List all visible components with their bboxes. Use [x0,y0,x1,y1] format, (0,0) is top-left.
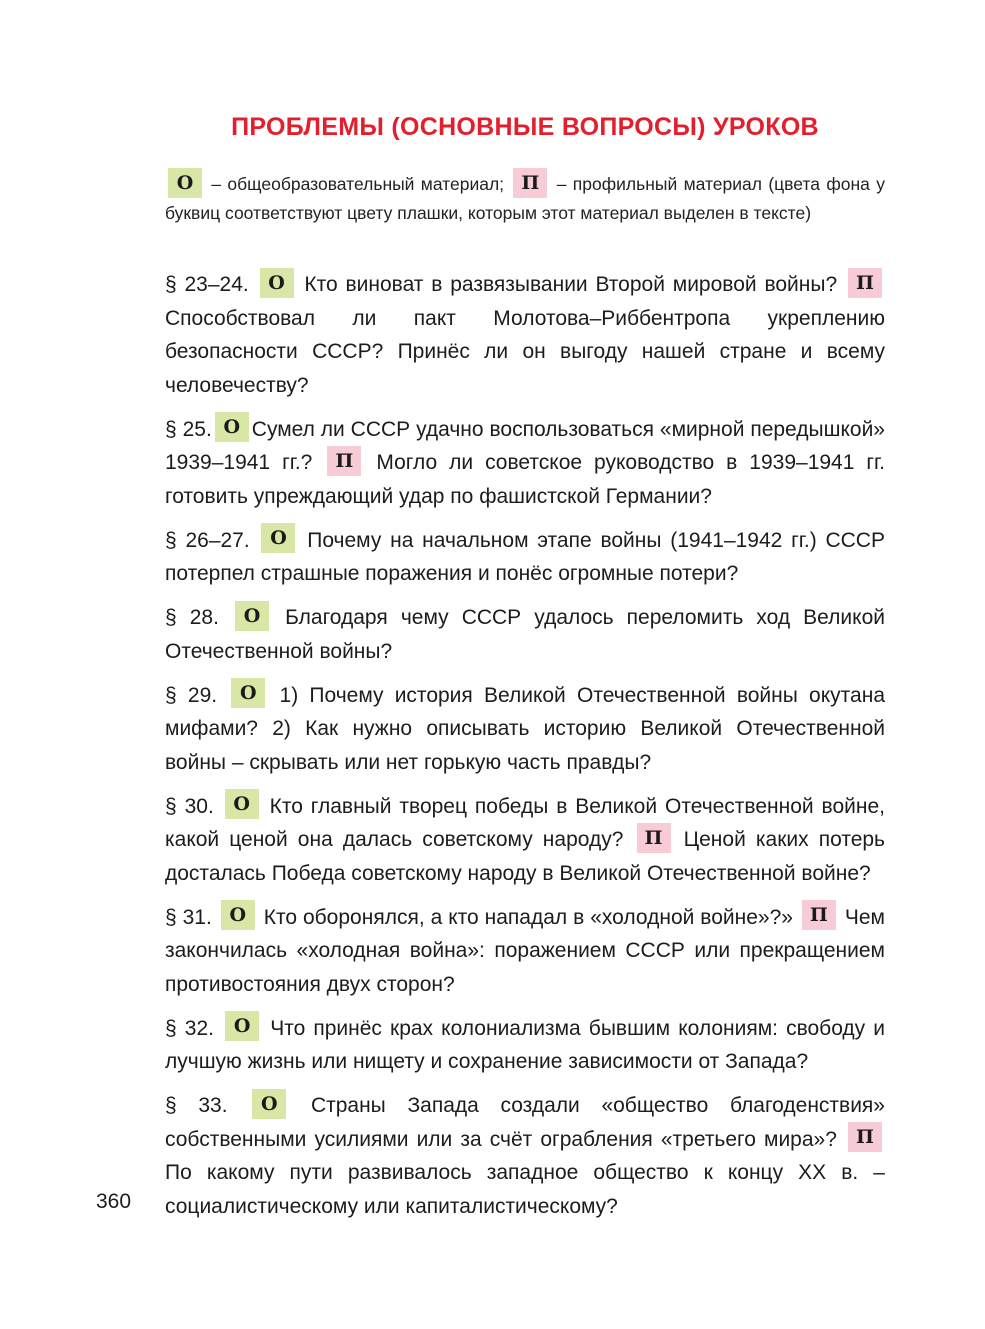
badge-p-icon: П [848,1122,882,1152]
page-number: 360 [96,1190,132,1213]
badge-o-icon: О [235,601,269,631]
badge-o-icon: О [215,412,249,442]
question-general: Кто виноват в развязывании Второй мировой войны? [304,273,838,296]
legend-p-text: – профильный материал (цвета фона у буквиц соответствуют цвету плашки, которым этот материал выделен в тексте) [165,174,885,223]
badge-p-icon: П [513,168,547,198]
section-ref: § 33. [165,1094,228,1117]
badge-p-icon: П [637,823,671,853]
section-28 [165,601,885,668]
legend [165,170,885,228]
question-profile: По какому пути развивалось западное общество к концу XX в. – социалистическому или капиталистическому? [165,1161,885,1218]
badge-p-icon: П [802,900,836,930]
section-ref: § 31. [165,905,212,929]
question-general: Что принёс крах колониализма бывшим колониям: свободу и лучшую жизнь или нищету и сохранение зависимости от Запада? [165,1016,886,1073]
section-31 [165,901,885,1002]
badge-o-icon: О [225,789,259,819]
question-general: Кто главный творец победы в Великой Отечественной войне, какой ценой она далась советскому народу? [165,794,885,851]
question-general: Кто оборонялся, а кто нападал в «холодной войне»?» [263,905,793,929]
question-profile: Ценой каких потерь досталась Победа советскому народу в Великой Отечественной войне? [165,828,885,885]
section-30 [165,790,885,891]
section-33 [165,1089,885,1223]
question-profile: Способствовал ли пакт Молотова–Риббентропа укреплению безопасности СССР? Принёс ли он выгоду нашей стране и всему человечеству? [165,306,885,397]
section-ref: § 30. [165,794,214,818]
badge-o-icon: О [231,678,265,708]
section-32 [165,1012,885,1079]
section-ref: § 26–27. [165,528,250,552]
section-23-24 [165,268,885,402]
question-profile: Чем закончилась «холодная война»: поражением СССР или прекращением противостояния двух сторон? [165,905,885,996]
badge-o-icon: О [168,168,202,198]
section-ref: § 23–24. [165,273,249,296]
question-general: Почему на начальном этапе войны (1941–1942 гг.) СССР потерпел страшные поражения и понёс огромные потери? [165,528,885,585]
badge-o-icon: О [261,523,295,553]
section-ref: § 32. [165,1016,214,1040]
page-title: ПРОБЛЕМЫ (ОСНОВНЫЕ ВОПРОСЫ) УРОКОВ [231,113,819,141]
legend-o-text: – общеобразовательный материал; [211,174,505,194]
section-25 [165,413,885,514]
question-general: Благодаря чему СССР удалось переломить ход Великой Отечественной войны? [165,606,885,663]
badge-o-icon: О [252,1089,286,1119]
badge-p-icon: П [327,446,361,476]
badge-o-icon: О [221,900,255,930]
question-general: Сумел ли СССР удачно воспользоваться «мирной передышкой» 1939–1941 гг.? [165,417,885,474]
section-ref: § 28. [165,606,219,629]
badge-o-icon: О [225,1011,259,1041]
section-26-27 [165,524,885,591]
section-29 [165,679,885,780]
sections-list [165,268,885,1234]
section-ref: § 25. [165,417,212,441]
badge-p-icon: П [848,268,882,298]
question-general: Страны Запада создали «общество благоденствия» собственными усилиями или за счёт ограбления «третьего мира»? [165,1094,885,1151]
question-profile: Могло ли советское руководство в 1939–1941 гг. готовить упреждающий удар по фашистской Германии? [165,451,885,508]
section-ref: § 29. [165,683,218,707]
question-general: 1) Почему история Великой Отечественной войны окутана мифами? 2) Как нужно описывать историю Великой Отечественной войны – скрывать или нет горькую часть правды? [165,683,885,774]
badge-o-icon: О [260,268,294,298]
